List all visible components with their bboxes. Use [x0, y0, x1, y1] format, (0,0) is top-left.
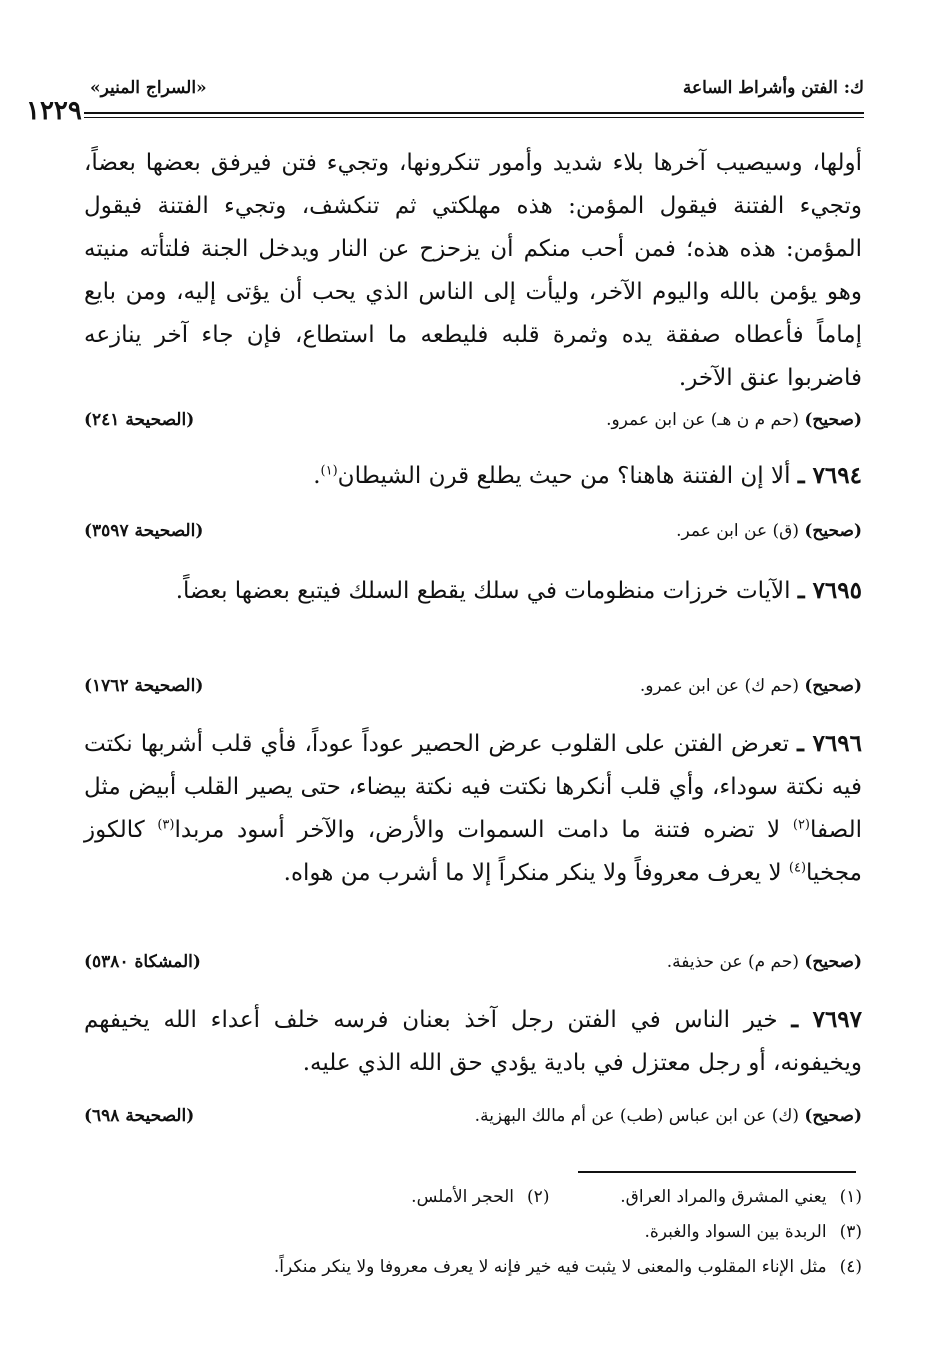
grade: (صحيح) — [804, 1106, 862, 1126]
attribution: (حم م ن هـ) عن ابن عمرو. — [606, 410, 799, 430]
footnote-number: (٣) — [839, 1222, 862, 1242]
grade: (صحيح) — [804, 676, 862, 696]
hadith-number: ٧٦٩٤ ـ — [797, 462, 862, 489]
source-line — [84, 952, 862, 982]
grade: (صحيح) — [804, 521, 862, 541]
hadith-number: ٧٦٩٧ ـ — [791, 1006, 863, 1033]
grade: (صحيح) — [804, 952, 862, 972]
source-line — [84, 676, 862, 706]
footnote-marker: (٤) — [788, 860, 807, 876]
attribution: (حم ك) عن ابن عمرو. — [639, 676, 799, 696]
chapter-header: ك: الفتن وأشراط الساعة — [682, 78, 864, 98]
hadith-7695 — [84, 569, 862, 613]
footnote-text: يعني المشرق والمراد العراق. — [620, 1187, 827, 1207]
footnote-number: (١) — [839, 1187, 862, 1207]
footnote-marker: (٢) — [792, 817, 810, 833]
footnote-text: مثل الإناء المقلوب والمعنى لا يثبت فيه خير فإنه لا يعرف معروفا ولا ينكر منكراً. — [273, 1257, 827, 1277]
source-line — [84, 1106, 862, 1136]
reference: (الصحيحة ١٧٦٢) — [84, 676, 204, 696]
reference: (المشكاة ٥٣٨٠) — [84, 952, 201, 972]
hadith-text: كالكوز مجخيا — [84, 817, 862, 886]
reference: (الصحيحة ٣٥٩٧) — [84, 521, 204, 541]
header-rule-thick — [84, 112, 864, 114]
hadith-text: الآيات خرزات منظومات في سلك يقطع السلك فيتبع بعضها بعضاً. — [175, 578, 791, 604]
footnote-separator — [578, 1171, 856, 1173]
attribution: (حم م) عن حذيفة. — [666, 952, 799, 972]
book-title-header: «السراج المنير» — [90, 78, 207, 98]
footnote-marker: (٣) — [157, 817, 175, 833]
footnote-number: (٢) — [527, 1187, 550, 1207]
attribution: (ق) عن ابن عمر. — [676, 521, 799, 541]
attribution: (ك) عن ابن عباس (طب) عن أم مالك البهزية. — [474, 1106, 799, 1126]
header-rule-thin — [84, 117, 864, 118]
footnote-row — [644, 1222, 862, 1242]
hadith-text: لا يعرف معروفاً ولا ينكر منكراً إلا ما أشرب من هواه. — [283, 860, 789, 886]
footnote-text: الحجر الأملس. — [411, 1187, 515, 1207]
hadith-text-end: . — [313, 463, 321, 489]
reference: (الصحيحة ٢٤١) — [84, 410, 195, 430]
hadith-text: تعرض الفتن على القلوب عرض الحصير عوداً عوداً، فأي قلب أشربها نكتت فيه نكتة سوداء، وأي قلب أنكرها نكتت فيه نكتة بيضاء، حتى يصير القلب أبيض مثل الصفا — [84, 731, 862, 843]
source-line — [84, 521, 862, 551]
footnote-number: (٤) — [839, 1257, 862, 1277]
continued-hadith-text: أولها، وسيصيب آخرها بلاء شديد وأمور تنكرونها، وتجيء فتن فيرفق بعضها بعضاً، وتجيء الفتنة فيقول المؤمن: هذه مهلكتي ثم تنكشف، وتجيء الفتنة فيقول المؤمن: هذه هذه؛ فمن أحب منكم أن يزحزح عن النار ويدخل الجنة فلتأته منيته وهو يؤمن بالله واليوم الآخر، وليأت إلى الناس الذي يحب أن يؤتى إليه، ومن بايع إماماً فأعطاه صفقة يده وثمرة قلبه فليطعه ما استطاع، فإن جاء آخر ينازعه فاضربوا عنق الآخر. — [84, 150, 862, 391]
footnote-text: الربدة بين السواد والغبرة. — [644, 1222, 827, 1242]
hadith-7694 — [84, 454, 862, 498]
footnote-row — [274, 1257, 862, 1277]
source-line — [84, 410, 862, 440]
hadith-text: خير الناس في الفتن رجل آخذ بعنان فرسه خلف أعداء الله يخيفهم ويخيفونه، أو رجل معتزل في بادية يؤدي حق الله الذي عليه. — [84, 1007, 862, 1076]
hadith-text: ألا إن الفتنة هاهنا؟ من حيث يطلع قرن الشيطان — [337, 463, 791, 489]
hadith-7697 — [84, 998, 862, 1085]
grade: (صحيح) — [804, 410, 862, 430]
footnote-marker: (١) — [320, 463, 338, 479]
page-number: ١٢٢٩ — [26, 96, 82, 126]
hadith-number: ٧٦٩٦ ـ — [797, 730, 863, 757]
hadith-text: لا تضره فتنة ما دامت السموات والأرض، والآخر أسود مربدا — [174, 817, 793, 843]
footnote-row — [411, 1187, 862, 1207]
hadith-number: ٧٦٩٥ ـ — [797, 577, 862, 604]
reference: (الصحيحة ٦٩٨) — [84, 1106, 195, 1126]
hadith-7696 — [84, 722, 862, 895]
